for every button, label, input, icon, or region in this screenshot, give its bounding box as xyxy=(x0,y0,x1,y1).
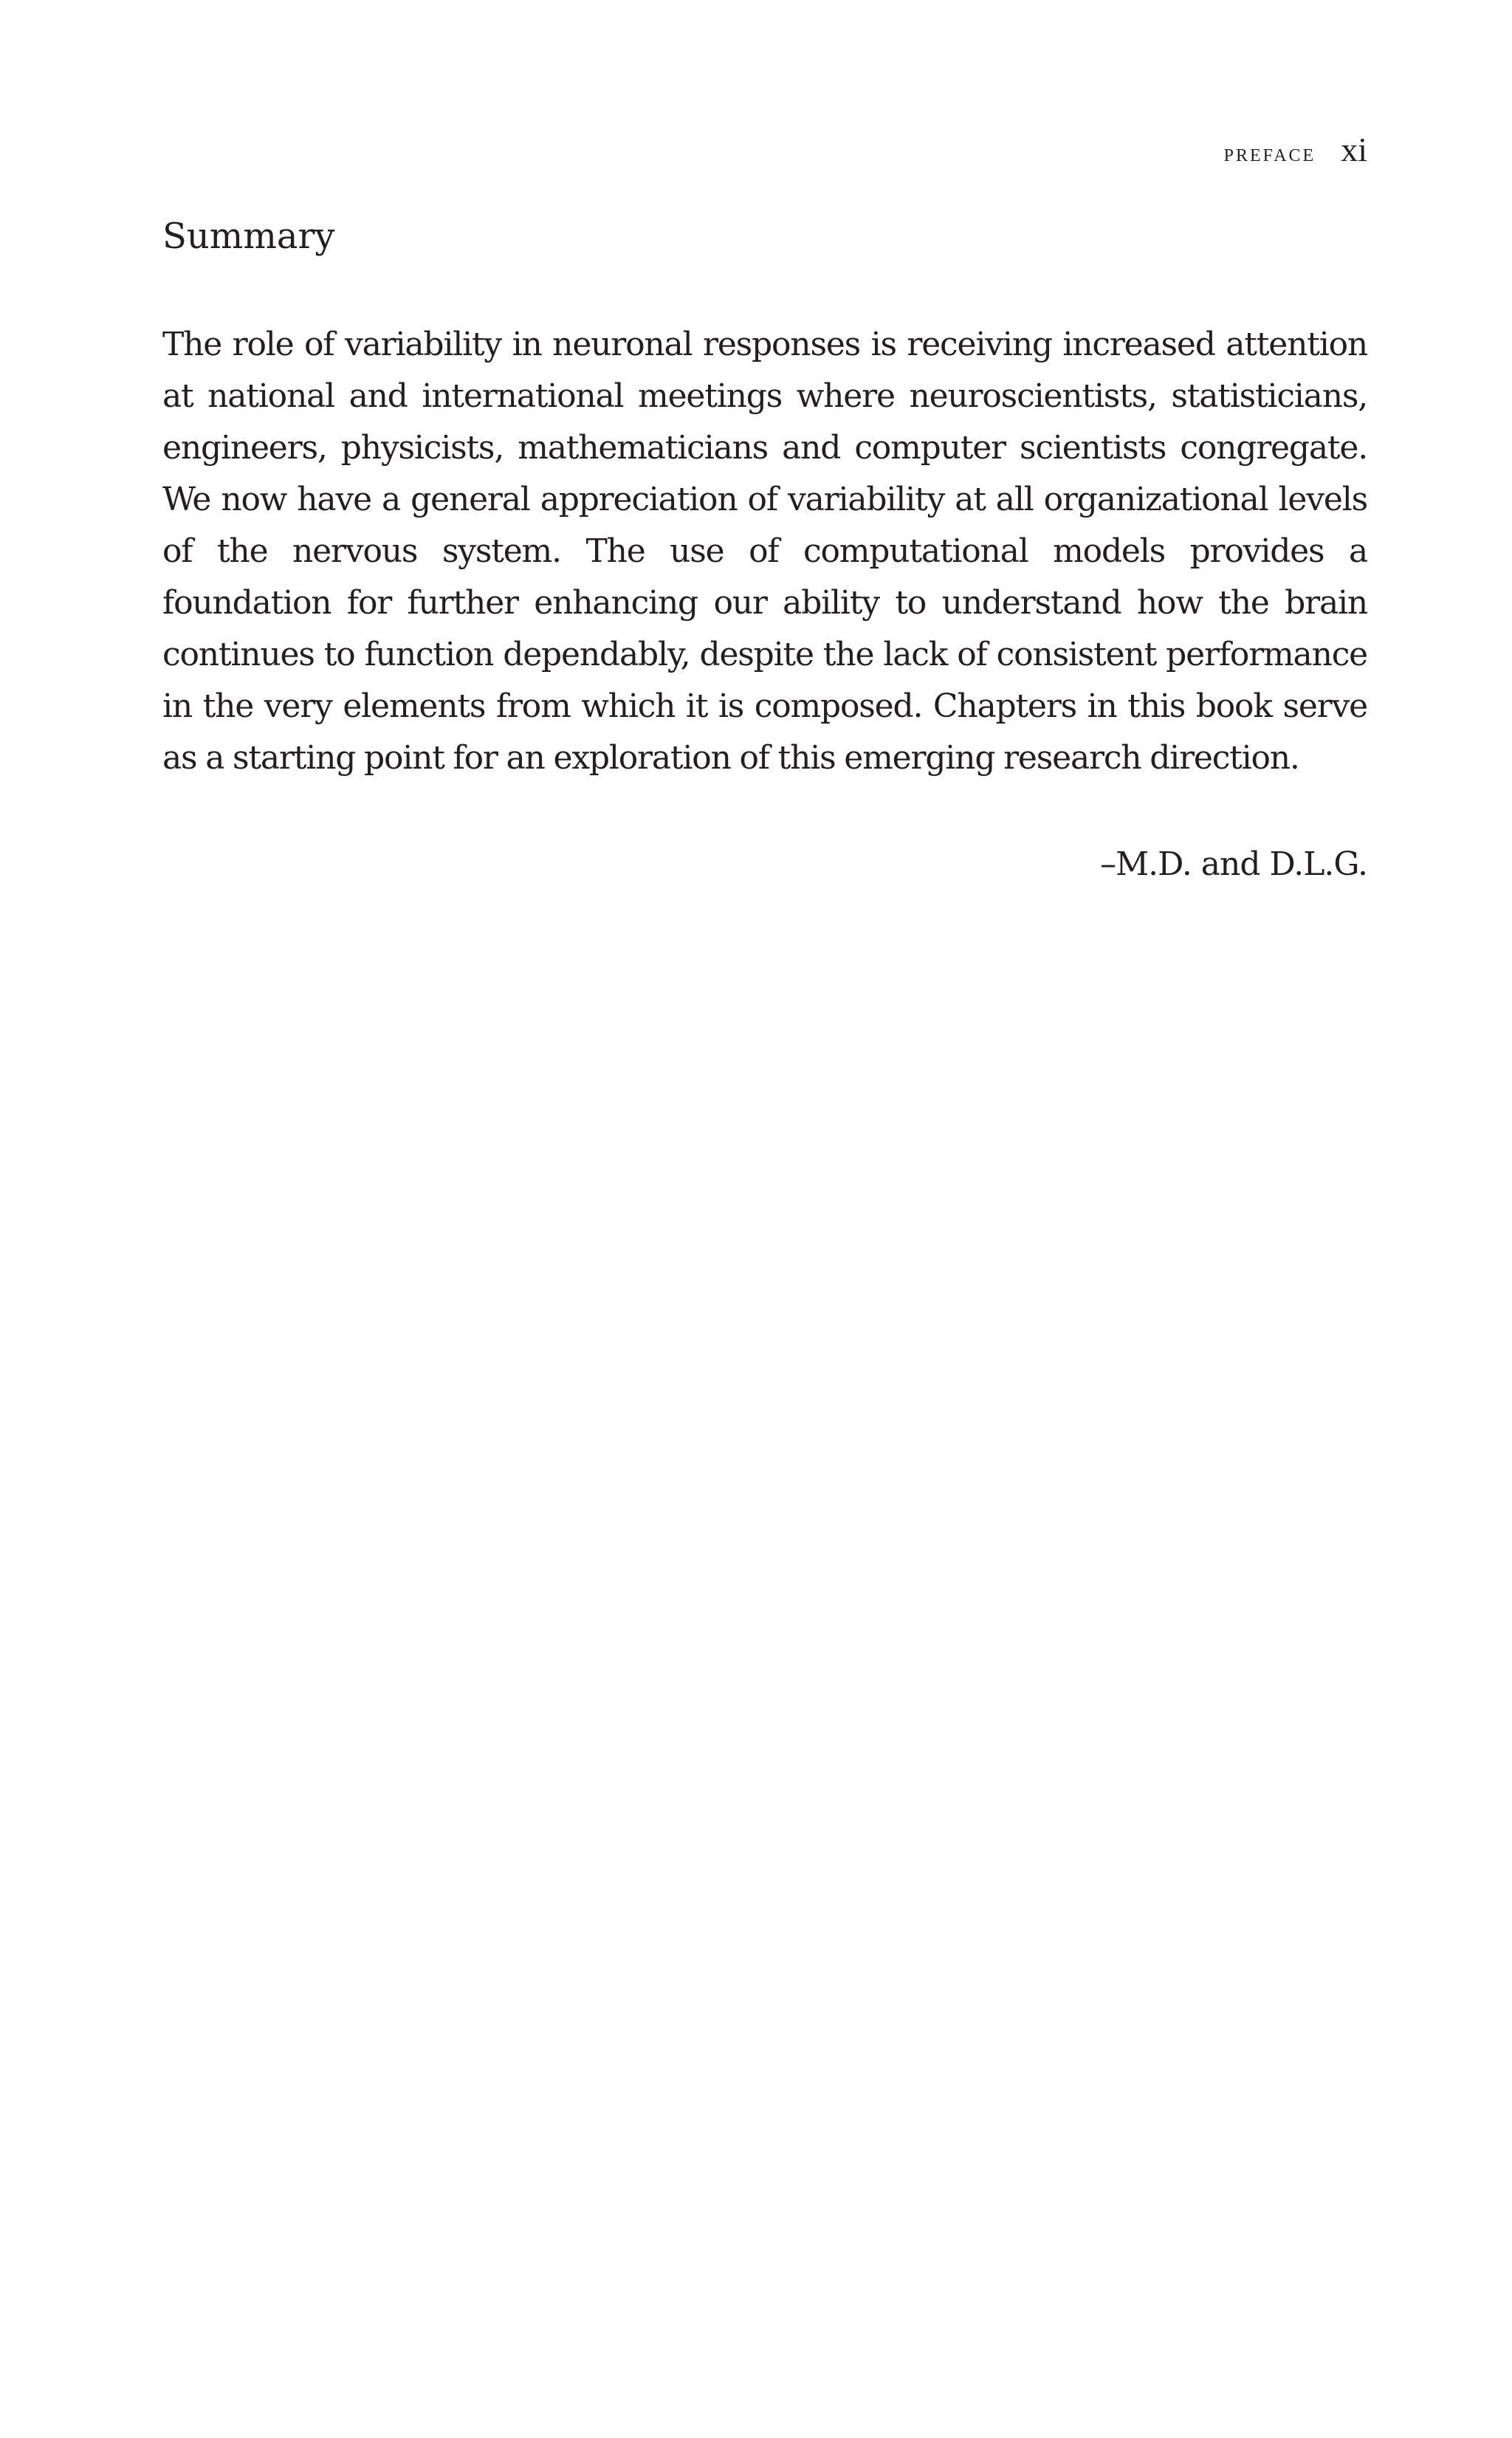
section-heading: Summary xyxy=(162,216,335,257)
running-head xyxy=(1224,130,1367,169)
running-head-section: preface xyxy=(1223,140,1316,167)
author-signature: –M.D. and D.L.G. xyxy=(1100,845,1367,883)
summary-paragraph: The role of variability in neuronal responses is receiving increased attention at national and international meetings where neuroscientists, statisticians, engineers, physicists, mathematicians and computer scientists congregate. We now have a general appreciation of variability at all organizational levels of the nervous system. The use of computational models provides a foundation for further enhancing our ability to understand how the brain continues to function dependably, despite the lack of consistent performance in the very elements from which it is composed. Chapters in this book serve as a starting point for an exploration of this emerging research direction. xyxy=(162,326,1367,777)
page-number: xi xyxy=(1341,131,1367,168)
